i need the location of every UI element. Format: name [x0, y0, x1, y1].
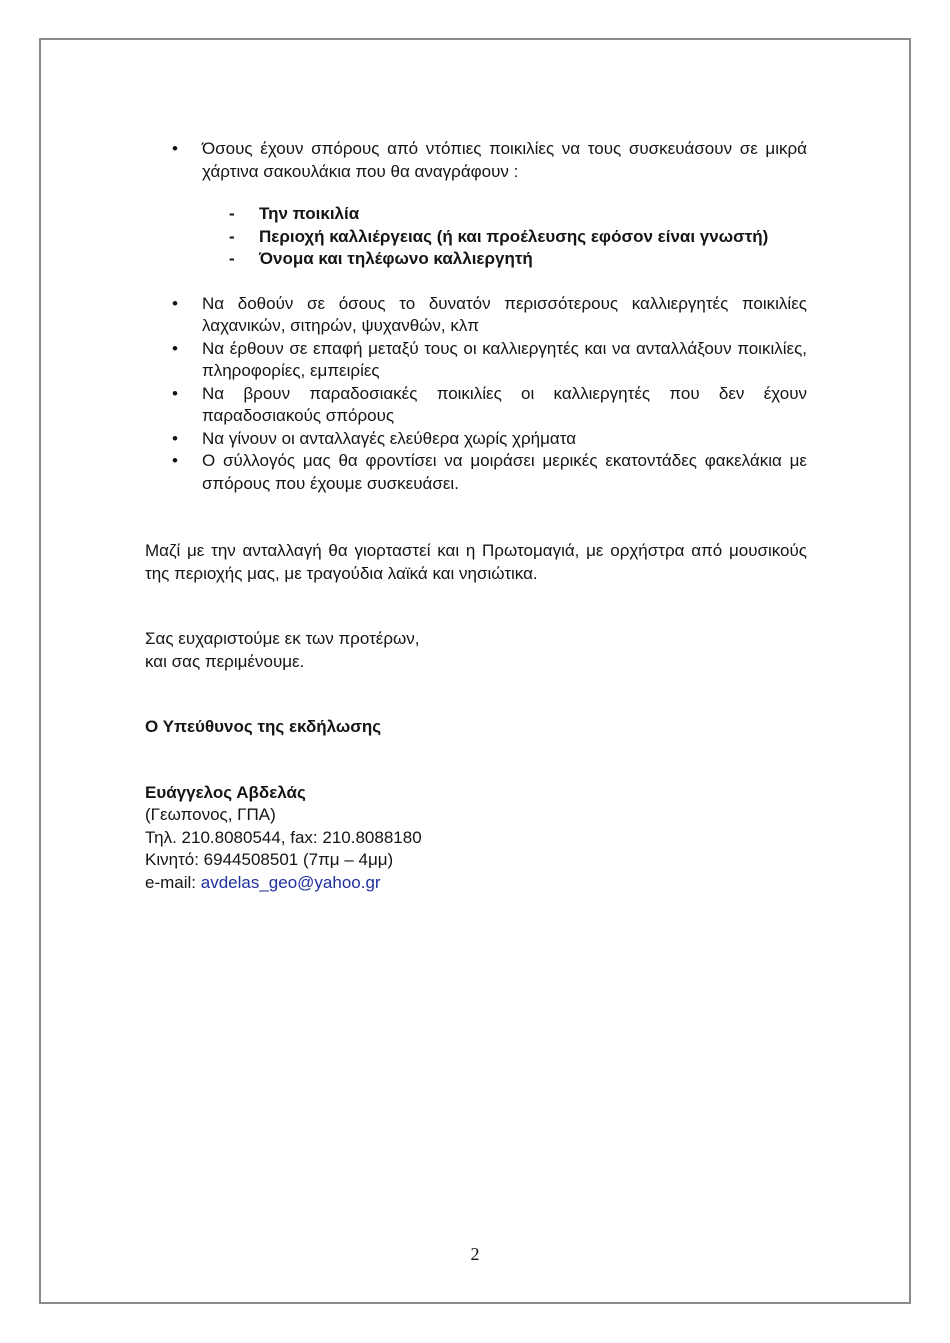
dash-icon: - — [229, 226, 235, 246]
bullet-text: Να έρθουν σε επαφή μεταξύ τους οι καλλιεργητές και να ανταλλάξουν ποικιλίες, πληροφορίες, εμπειρίες — [202, 338, 807, 380]
list-item — [145, 450, 807, 495]
bullet-icon: • — [172, 139, 178, 158]
label-requirements-list — [145, 203, 807, 271]
bullet-text: Ο σύλλογός μας θα φροντίσει να μοιράσει μερικές εκατοντάδες φακελάκια με σπόρους που έχουμε συσκευάσει. — [202, 451, 807, 493]
bullet-icon: • — [172, 338, 178, 358]
document-body — [145, 138, 807, 894]
contact-block — [145, 782, 807, 895]
label-item-text: Όνομα και τηλέφωνο καλλιεργητή — [259, 249, 533, 268]
label-item-text: Περιοχή καλλιέργειας (ή και προέλευσης εφόσον είναι γνωστή) — [259, 226, 769, 246]
contact-mobile: Κινητό: 6944508501 (7πμ – 4μμ) — [145, 850, 394, 869]
bullet-icon: • — [172, 428, 178, 448]
goals-list — [145, 293, 807, 496]
dash-icon: - — [229, 204, 235, 223]
list-item — [145, 338, 807, 383]
dash-icon: - — [229, 249, 235, 268]
bullet-icon: • — [172, 383, 178, 403]
bullet-text: Να βρουν παραδοσιακές ποικιλίες οι καλλιεργητές που δεν έχουν παραδοσιακούς σπόρους — [202, 383, 807, 425]
celebration-paragraph: Μαζί με την ανταλλαγή θα γιορταστεί και η Πρωτομαγιά, με ορχήστρα από μουσικούς της περιοχής μας, με τραγούδια λαϊκά και νησιώτικα. — [145, 541, 807, 583]
bullet-icon: • — [172, 293, 178, 313]
intro-list — [145, 138, 807, 271]
thanks-line: και σας περιμένουμε. — [145, 651, 305, 671]
label-item-text: Την ποικιλία — [259, 204, 360, 223]
list-item — [145, 226, 807, 249]
list-item — [145, 293, 807, 338]
contact-title: (Γεωπονος, ΓΠΑ) — [145, 805, 276, 824]
list-item — [145, 428, 807, 451]
bullet-text: Να δοθούν σε όσους το δυνατόν περισσότερους καλλιεργητές ποικιλίες λαχανικών, σιτηρών, ψυχανθών, κλπ — [202, 293, 807, 335]
contact-phone: Τηλ. 210.8080544, fax: 210.8088180 — [145, 827, 422, 847]
intro-bullet-text: Όσους έχουν σπόρους από ντόπιες ποικιλίες να τους συσκευάσουν σε μικρά χάρτινα σακουλάκια που θα αναγράφουν : — [202, 139, 807, 181]
contact-name: Ευάγγελος Αβδελάς — [145, 782, 306, 802]
contact-email-line — [145, 872, 807, 895]
page-number: 2 — [470, 1244, 480, 1264]
list-item — [145, 138, 807, 271]
thanks-block — [145, 628, 807, 673]
bullet-icon: • — [172, 451, 178, 470]
responsible-heading: Ο Υπεύθυνος της εκδήλωσης — [145, 717, 382, 736]
list-item — [145, 248, 807, 271]
thanks-line: Σας ευχαριστούμε εκ των προτέρων, — [145, 629, 420, 648]
list-item — [145, 383, 807, 428]
email-label: e-mail: — [145, 872, 201, 892]
list-item — [145, 203, 807, 226]
email-link[interactable]: avdelas_geo@yahoo.gr — [200, 872, 381, 892]
bullet-text: Να γίνουν οι ανταλλαγές ελεύθερα χωρίς χρήματα — [202, 428, 577, 448]
